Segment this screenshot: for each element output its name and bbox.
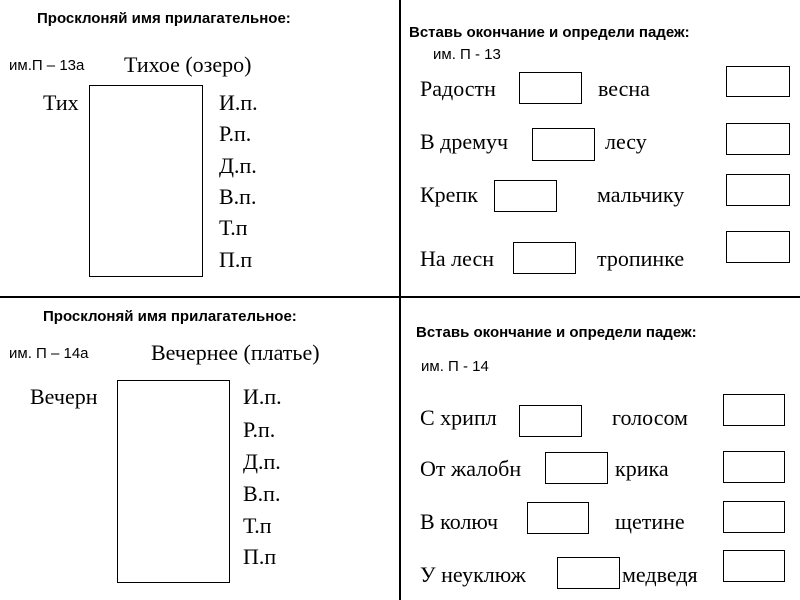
q2-row-3-ending-box[interactable] (494, 180, 557, 212)
q2-row-2-noun: лесу (605, 129, 647, 154)
q4-row-1-noun: голосом (612, 405, 688, 430)
q2-row-4-ending-box[interactable] (513, 242, 576, 274)
q1-header: Просклоняй имя прилагательное: (37, 10, 291, 27)
q1-case-6: П.п (219, 247, 253, 272)
q2-row-4-stem: На лесн (420, 246, 494, 271)
q2-row-2-case-box[interactable] (726, 123, 790, 155)
q4-row-2-stem: От жалобн (420, 456, 522, 481)
q3-case-1: И.п. (243, 384, 282, 409)
q4-row-2-ending-box[interactable] (545, 452, 608, 484)
q3-case-4: В.п. (243, 481, 281, 506)
q1-case-4: В.п. (219, 184, 257, 209)
q3-case-2: Р.п. (243, 417, 276, 442)
q1-case-2: Р.п. (219, 121, 252, 146)
q4-code: им. П - 14 (421, 358, 489, 375)
q4-row-3-stem: В колюч (420, 509, 499, 534)
q2-row-3-stem: Крепк (420, 182, 478, 207)
q4-row-4-noun: медведя (622, 562, 698, 587)
q4-row-4-case-box[interactable] (723, 550, 785, 582)
q1-word: Тихое (озеро) (124, 52, 252, 77)
q4-row-1-stem: С хрипл (420, 405, 497, 430)
q3-header: Просклоняй имя прилагательное: (43, 308, 297, 325)
q4-row-3-noun: щетине (615, 509, 685, 534)
q1-ending-box[interactable] (89, 85, 203, 277)
q4-row-4-ending-box[interactable] (557, 557, 620, 589)
q3-word: Вечернее (платье) (151, 340, 320, 365)
q3-case-6: П.п (243, 544, 277, 569)
q4-row-1-case-box[interactable] (723, 394, 785, 426)
horizontal-divider (0, 296, 800, 298)
vertical-divider (399, 0, 401, 600)
q4-row-4-stem: У неуклюж (420, 562, 526, 587)
q2-row-4-case-box[interactable] (726, 231, 790, 263)
q1-case-3: Д.п. (219, 153, 257, 178)
q4-row-3-ending-box[interactable] (527, 502, 589, 534)
q1-case-1: И.п. (219, 90, 258, 115)
q2-row-2-stem: В дремуч (420, 129, 509, 154)
q2-row-1-ending-box[interactable] (519, 72, 582, 104)
q4-row-2-case-box[interactable] (723, 451, 785, 483)
q2-row-2-ending-box[interactable] (532, 128, 595, 161)
q2-row-1-noun: весна (598, 76, 650, 101)
q4-row-2-noun: крика (615, 456, 669, 481)
q2-row-3-case-box[interactable] (726, 174, 790, 206)
q4-row-3-case-box[interactable] (723, 501, 785, 533)
q1-case-5: Т.п (219, 215, 248, 240)
q2-row-4-noun: тропинке (597, 246, 685, 271)
q2-header: Вставь окончание и определи падеж: (409, 24, 690, 41)
q1-stem: Тих (43, 90, 79, 115)
q2-row-3-noun: мальчику (597, 182, 685, 207)
q4-header: Вставь окончание и определи падеж: (416, 324, 697, 341)
q4-row-1-ending-box[interactable] (519, 405, 582, 437)
q3-case-5: Т.п (243, 513, 272, 538)
q2-row-1-stem: Радостн (420, 76, 496, 101)
q3-stem: Вечерн (30, 384, 98, 409)
q2-code: им. П - 13 (433, 46, 501, 63)
q3-code: им. П – 14а (9, 345, 89, 362)
q3-ending-box[interactable] (117, 380, 230, 583)
q2-row-1-case-box[interactable] (726, 66, 790, 97)
q1-code: им.П – 13а (9, 57, 85, 74)
q3-case-3: Д.п. (243, 449, 281, 474)
